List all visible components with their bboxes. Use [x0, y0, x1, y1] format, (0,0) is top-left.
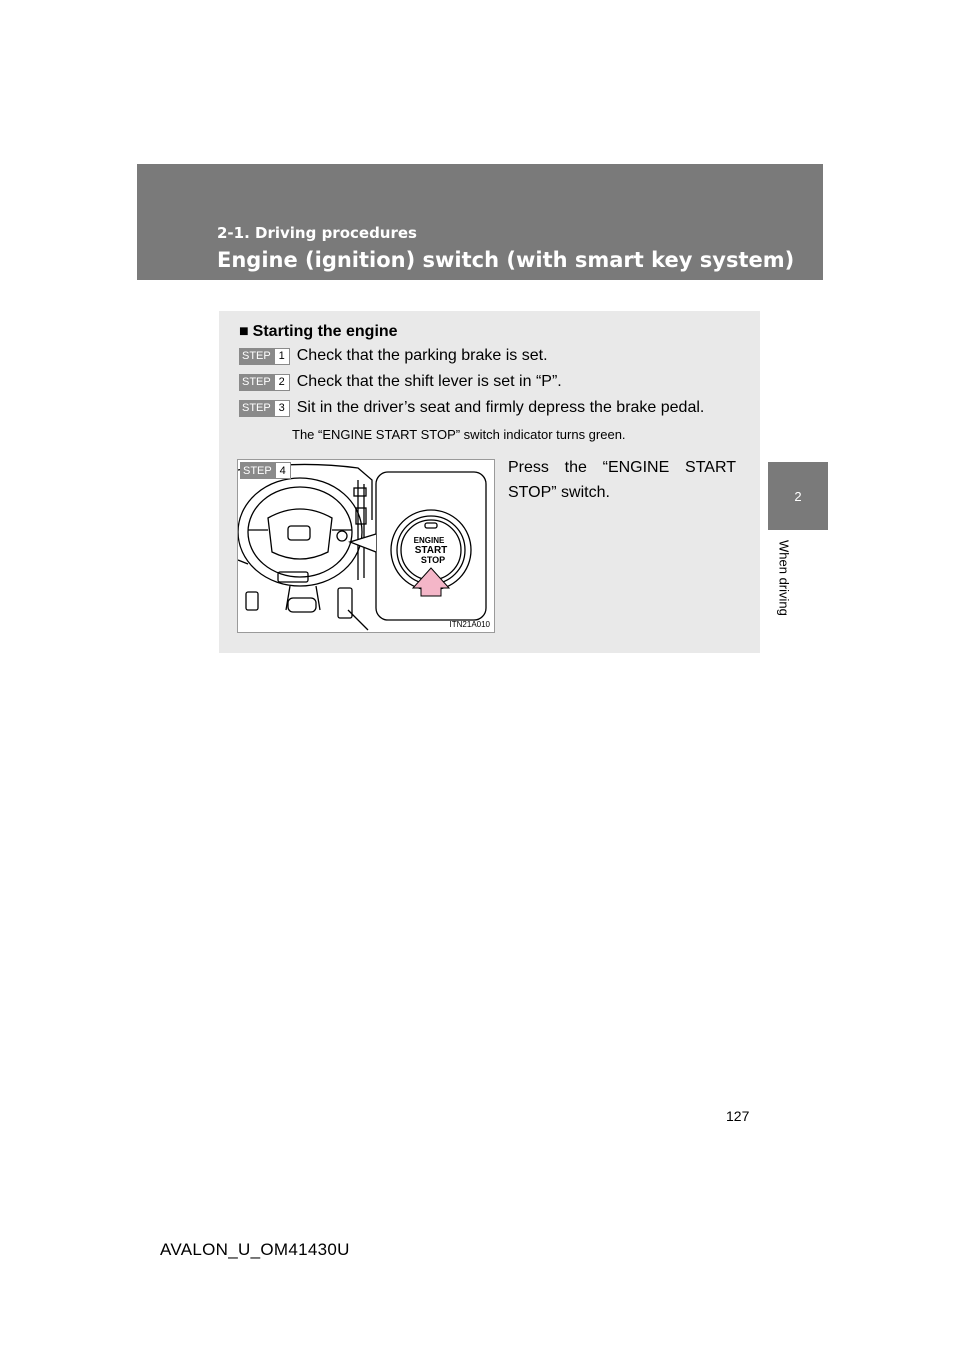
step-1 [239, 347, 548, 365]
engine-switch-illustration [237, 459, 495, 633]
steering-wheel-rim [238, 478, 362, 586]
step-badge-label: STEP [239, 348, 274, 365]
step-badge-label: STEP [239, 374, 274, 391]
subheading [239, 323, 398, 341]
step-badge-label: STEP [239, 400, 274, 417]
step-2 [239, 373, 562, 391]
square-bullet-icon: ■ [239, 323, 249, 340]
steering-wheel-hub [268, 509, 332, 559]
step-badge [239, 400, 290, 417]
subheading-text: Starting the engine [252, 323, 398, 340]
step-text: Check that the shift lever is set in “P”. [296, 373, 562, 390]
step-badge-number: 2 [274, 374, 290, 391]
page-title: Engine (ignition) switch (with smart key system) [217, 248, 795, 272]
step-3-note: The “ENGINE START STOP” switch indicator turns green. [292, 427, 626, 442]
page-header [137, 164, 823, 280]
step-badge [240, 462, 291, 479]
page-number: 127 [726, 1108, 750, 1124]
figure-code: ITN21A010 [449, 620, 490, 629]
chapter-tab-number: 2 [768, 462, 828, 530]
dashboard-drawing [238, 460, 494, 632]
step-badge [239, 374, 290, 391]
button-text-engine: ENGINE [413, 536, 445, 545]
button-text-start: START [414, 545, 448, 556]
chapter-tab-label: When driving [776, 540, 792, 616]
button-text-stop: STOP [420, 555, 446, 565]
step-badge-number: 3 [274, 400, 290, 417]
step-badge-label: STEP [240, 462, 275, 479]
step-badge-number: 1 [274, 348, 290, 365]
section-title: 2-1. Driving procedures [217, 224, 417, 242]
step-3 [239, 399, 704, 417]
content-box [219, 311, 760, 653]
document-code: AVALON_U_OM41430U [160, 1240, 350, 1259]
step-badge-number: 4 [275, 462, 291, 479]
step-4-text: Press the “ENGINE START STOP” switch. [508, 459, 736, 501]
step-badge [239, 348, 290, 365]
step-text: Check that the parking brake is set. [296, 347, 548, 364]
step-text: Sit in the driver’s seat and firmly depress the brake pedal. [296, 399, 705, 416]
